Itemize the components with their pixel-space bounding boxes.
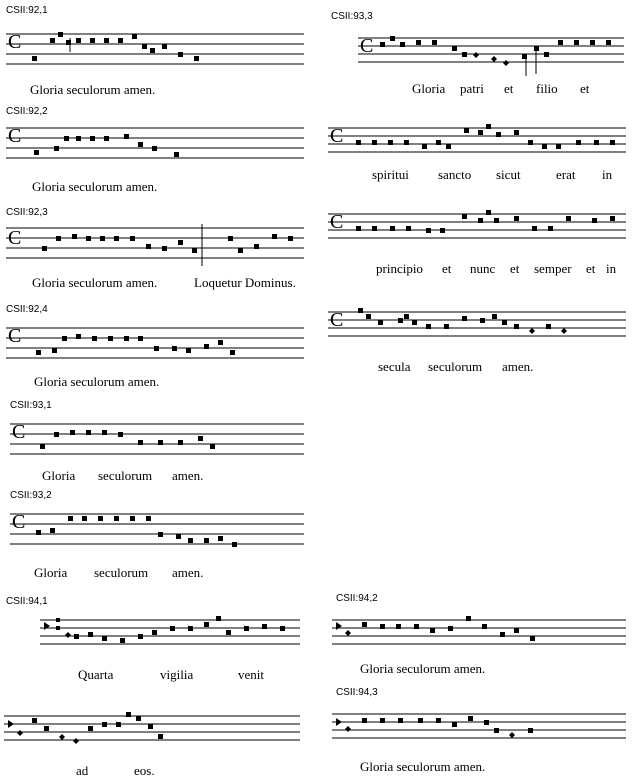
lyric-text: filio (536, 81, 558, 96)
lyric-text: Gloria (42, 468, 76, 483)
lyric-text: ad (76, 763, 89, 778)
music-staff (4, 708, 302, 754)
lyric-text: sancto (438, 167, 472, 182)
f-clef (44, 622, 50, 630)
fragment-id: CSII:94,3 (336, 687, 378, 698)
c-clef: C (330, 125, 344, 147)
lyric-text: venit (238, 667, 264, 682)
lyric-text: semper (534, 261, 572, 276)
music-staff (10, 418, 306, 464)
lyric-text: Gloria seculorum amen. (30, 82, 156, 97)
lyric-text: Gloria seculorum amen. (32, 275, 158, 290)
c-clef: C (8, 125, 22, 147)
lyric-text: vigilia (160, 667, 194, 682)
lyric-text: sicut (496, 167, 521, 182)
c-clef: C (8, 227, 22, 249)
fragment-id: CSII:93,2 (10, 490, 52, 501)
lyric-text: Quarta (78, 667, 114, 682)
music-staff (328, 206, 628, 252)
lyric-text: nunc (470, 261, 496, 276)
lyric-text: Gloria seculorum amen. (360, 759, 486, 774)
music-staff (328, 304, 628, 350)
fragment-id: CSII:92,4 (6, 304, 48, 315)
fragment-id: CSII:92,1 (6, 5, 48, 16)
lyric-text: eos. (134, 763, 155, 778)
f-clef (8, 720, 14, 728)
lyric-text: Gloria (412, 81, 446, 96)
c-clef: C (12, 511, 26, 533)
f-clef (336, 718, 342, 726)
fragment-id: CSII:92,3 (6, 207, 48, 218)
music-staff (6, 222, 306, 270)
music-staff (6, 122, 306, 168)
c-clef: C (330, 309, 344, 331)
music-staff (332, 706, 628, 752)
lyric-text: et (580, 81, 590, 96)
c-clef: C (12, 421, 26, 443)
lyric-text: patri (460, 81, 484, 96)
music-staff (40, 612, 302, 658)
music-staff (358, 32, 628, 78)
music-staff (328, 120, 628, 166)
lyric-text: spiritui (372, 167, 409, 182)
lyric-text: Gloria seculorum amen. (34, 374, 160, 389)
lyric-text: amen. (502, 359, 534, 374)
lyric-text: principio (376, 261, 423, 276)
music-staff (10, 508, 306, 554)
lyric-text: in (602, 167, 613, 182)
lyric-text: et (510, 261, 520, 276)
lyric-text: in (606, 261, 617, 276)
music-staff (6, 322, 306, 368)
lyric-text: seculorum (98, 468, 153, 483)
f-clef (336, 622, 342, 630)
fragment-id: CSII:93,1 (10, 400, 52, 411)
fragment-id: CSII:94,1 (6, 596, 48, 607)
lyric-text: seculorum (428, 359, 483, 374)
lyric-text: amen. (172, 468, 204, 483)
c-clef: C (8, 325, 22, 347)
lyric-text: seculorum (94, 565, 149, 580)
c-clef: C (330, 211, 344, 233)
fragment-id: CSII:93,3 (331, 11, 373, 22)
lyric-text: erat (556, 167, 576, 182)
lyric-text: Gloria (34, 565, 68, 580)
lyric-text: Gloria seculorum amen. (32, 179, 158, 194)
lyric-text: secula (378, 359, 411, 374)
music-staff (6, 26, 306, 72)
lyric-text: et (504, 81, 514, 96)
lyric-text: amen. (172, 565, 204, 580)
lyric-text: et (442, 261, 452, 276)
lyric-text: Loquetur Dominus. (194, 275, 296, 290)
c-clef: C (8, 31, 22, 53)
c-clef: C (360, 35, 374, 57)
fragment-id: CSII:92,2 (6, 106, 48, 117)
lyric-text: Gloria seculorum amen. (360, 661, 486, 676)
lyric-text: et (586, 261, 596, 276)
fragment-id: CSII:94,2 (336, 593, 378, 604)
music-staff (332, 612, 628, 658)
